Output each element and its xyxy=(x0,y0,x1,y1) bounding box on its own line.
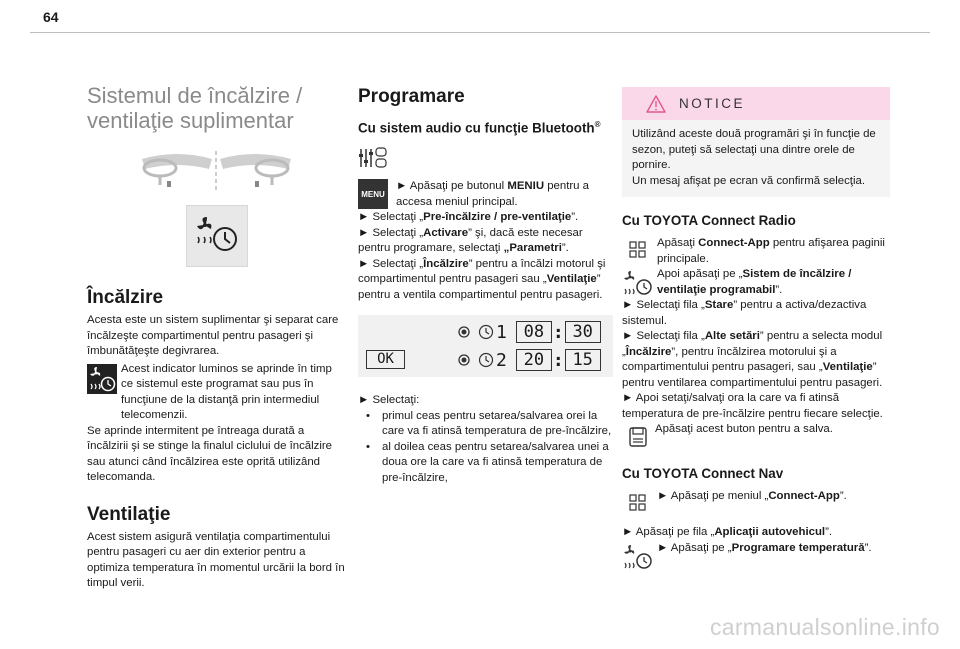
notice-text: Utilizând aceste două programări şi în funcţie de sezon, puteţi să selectaţi una dintre orele de pornire. Un mesaj afişat pe ecran vă confirmă selecţia. xyxy=(632,128,876,187)
r3a: ► Selectaţi fila „ xyxy=(622,299,705,311)
r1c: pentru afişarea paginii principale. xyxy=(657,237,885,265)
section-title: Sistemul de încălzire / ventilaţie suplimentar xyxy=(87,83,303,133)
radio-step-6: Apăsaţi acest buton pentru a salva. xyxy=(655,423,833,435)
nav-step-2 xyxy=(622,525,890,541)
clock-icon xyxy=(478,324,494,340)
r1b: Connect-App xyxy=(698,237,770,249)
s4e: ” pentru a ventila compartimentul pentru pasageri. xyxy=(358,273,603,301)
r4f: Ventilaţie xyxy=(822,361,873,373)
radio-step-3 xyxy=(622,298,890,329)
s3a: ► Selectaţi „ xyxy=(358,226,424,239)
r4d: Încălzire xyxy=(625,345,672,358)
step-menu-text-c: pentru a accesa meniul principal. xyxy=(396,180,590,208)
radio-on-icon xyxy=(458,354,470,366)
n1b: Connect-App xyxy=(768,490,840,502)
connect-radio-heading: Cu TOYOTA Connect Radio xyxy=(622,213,796,228)
heater-indicator-icon xyxy=(87,364,117,394)
timer-1-minute: 30 xyxy=(565,321,601,343)
timer-2-index: 2 xyxy=(496,349,507,371)
n2a: ► Apăsaţi pe fila „ xyxy=(622,526,715,538)
heater-timer-icon xyxy=(186,205,248,267)
r4b: Alte setări xyxy=(704,330,760,342)
step-activate xyxy=(358,226,613,257)
r1a: Apăsaţi xyxy=(657,237,699,249)
menu-button-icon xyxy=(358,179,388,209)
menu-button-label: MENU xyxy=(361,189,385,199)
warning-icon xyxy=(645,94,667,114)
s4b: Încălzire xyxy=(423,257,469,270)
s3c: ” şi, dacă este necesar pentru programare, selectaţi xyxy=(358,226,583,255)
r4a: ► Selectaţi fila „ xyxy=(622,330,705,342)
r4g: ” pentru ventilarea compartimentului pentru pasageri. xyxy=(622,361,883,389)
programming-heading: Programare xyxy=(358,86,465,107)
s3b: Activare xyxy=(423,226,469,239)
timer-2-minute: 15 xyxy=(565,349,601,371)
step-menu xyxy=(396,179,613,210)
ventilation-heading: Ventilaţie xyxy=(87,503,171,525)
n3c: ”. xyxy=(864,541,872,554)
s2c: ”. xyxy=(571,211,579,224)
radio-step-4 xyxy=(622,329,890,391)
connect-app-grid-icon xyxy=(622,493,652,515)
select-label: ► Selectaţi: xyxy=(358,394,420,407)
notice-header xyxy=(622,87,890,120)
step-menu-text-b: MENIU xyxy=(507,180,545,193)
connect-nav-heading: Cu TOYOTA Connect Nav xyxy=(622,466,784,481)
s3e: ”. xyxy=(561,242,569,255)
notice-box xyxy=(622,87,890,197)
timer-1-colon: : xyxy=(552,321,564,343)
r2c: ”. xyxy=(775,283,783,296)
clock-icon xyxy=(478,352,494,368)
clock-list xyxy=(358,409,613,487)
s2b: Pre-încălzire / pre-ventilaţie xyxy=(423,211,572,224)
column-3 xyxy=(622,85,890,571)
s3d: „Parametri xyxy=(503,242,562,255)
s4a: ► Selectaţi „ xyxy=(358,257,424,270)
n3a: ► Apăsaţi pe „ xyxy=(657,541,732,554)
r3c: ” pentru a activa/dezactiva sistemul. xyxy=(622,299,867,327)
page-number: 64 xyxy=(43,9,59,25)
r2b: Sistem de încălzire / ventilaţie programabil xyxy=(657,268,852,296)
timer-2-colon: : xyxy=(552,349,564,371)
save-icon xyxy=(622,424,652,450)
heating-paragraph-3: Se aprinde intermitent pe întreaga durată a încălzirii şi se stinge la finalul ciclului de încălzire sau atunci când încălzirea este oprită utilizând telecomanda. xyxy=(87,424,333,483)
timer-1-hour: 08 xyxy=(516,321,552,343)
registered-mark: ® xyxy=(594,120,601,129)
connect-app-grid-icon xyxy=(622,240,652,262)
n1a: ► Apăsaţi pe meniul „ xyxy=(657,490,769,502)
timer-row-1 xyxy=(458,320,601,344)
radio-step-1 xyxy=(657,236,890,267)
steering-wheels-illustration xyxy=(87,147,345,197)
radio-step-5: ► Apoi setaţi/salvaţi ora la care va fi atinsă temperatura de pre-încălzire pentru fiecare selecţie. xyxy=(622,392,883,420)
timer-2-hour: 20 xyxy=(516,349,552,371)
list-item: • al doilea ceas pentru setarea/salvarea unei a doua ore la care va fi atinsă temperatura de pre-încălzire, xyxy=(374,440,613,487)
column-1 xyxy=(87,70,345,592)
timer-row-2 xyxy=(458,348,601,372)
list-item: • primul ceas pentru setarea/salvarea orei la care va fi atinsă temperatura de pre-încălzire, xyxy=(374,409,613,440)
r2a: Apoi apăsaţi pe „ xyxy=(657,268,743,280)
r4c: ” pentru a selecta modul „ xyxy=(622,330,883,358)
nav-step-3 xyxy=(657,541,872,557)
timer-display xyxy=(358,315,613,377)
bluetooth-subheading-text: Cu sistem audio cu funcţie Bluetooth xyxy=(358,120,595,136)
r4e: ”, pentru încălzirea motorului şi a compartimentului pentru pasageri, sau „ xyxy=(622,345,837,373)
radio-on-icon xyxy=(458,326,470,338)
r3b: Stare xyxy=(704,299,734,311)
s2a: ► Selectaţi „ xyxy=(358,211,424,224)
heater-timer-icon xyxy=(622,269,654,297)
n3b: Programare temperatură xyxy=(731,541,865,554)
step-heating xyxy=(358,257,613,304)
header-divider xyxy=(30,32,930,33)
ventilation-paragraph: Acest sistem asigură ventilaţia compartimentului pentru pasageri cu aer din exterior pentru a optimiza temperatura în momentul urcării la bord în timpul verii. xyxy=(87,530,345,589)
timer-1-index: 1 xyxy=(496,321,507,343)
s4d: Ventilaţie xyxy=(546,273,597,286)
column-2 xyxy=(358,70,613,486)
ok-button: OK xyxy=(366,350,405,369)
audio-system-icon xyxy=(358,145,388,171)
footer-watermark: carmanualsonline.info xyxy=(709,614,940,640)
heating-paragraph-1: Acesta este un sistem suplimentar şi separat care încălzeşte compartimentul pentru pasageri şi îmbunătăţeşte degivrarea. xyxy=(87,314,339,357)
bluetooth-subheading xyxy=(358,120,613,135)
notice-title: NOTICE xyxy=(679,96,746,111)
step-select-preheat xyxy=(358,210,613,226)
step-menu-text-a: ► Apăsaţi pe butonul xyxy=(396,180,508,193)
heater-timer-icon xyxy=(622,543,654,571)
n1c: ”. xyxy=(839,490,847,502)
heating-heading: Încălzire xyxy=(87,287,164,308)
heating-paragraph-2: Acest indicator luminos se aprinde în timp ce sistemul este programat sau pus în funcţiune de la distanţă prin intermediul telecomenzii. xyxy=(121,362,332,421)
radio-step-2 xyxy=(657,267,890,298)
n2b: Aplicaţii autovehicul xyxy=(714,526,826,538)
s4c: ” pentru a încălzi motorul şi compartimentul pentru pasageri sau „ xyxy=(358,257,606,286)
nav-step-1 xyxy=(657,489,847,505)
n2c: ”. xyxy=(825,526,833,538)
